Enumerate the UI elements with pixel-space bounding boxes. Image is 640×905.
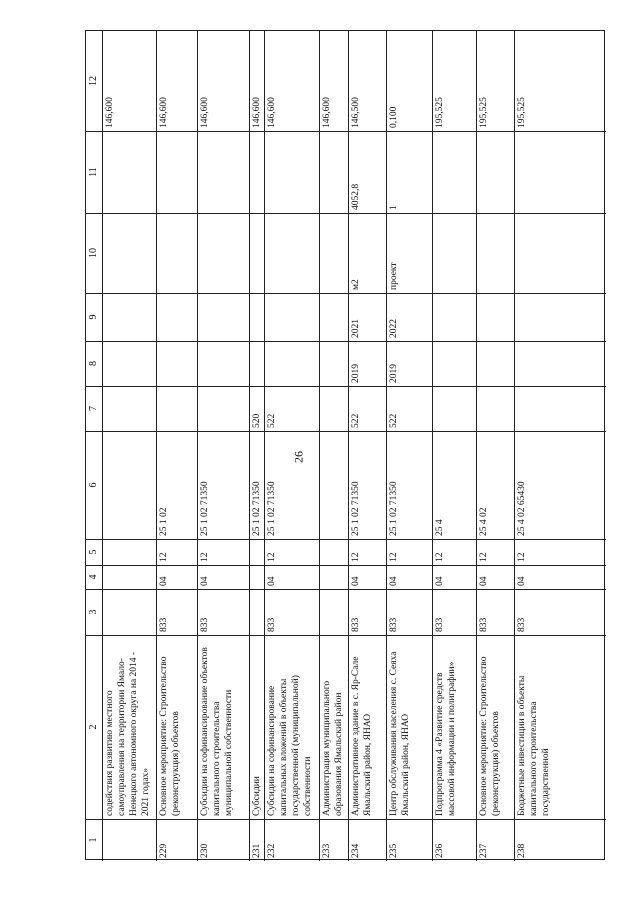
table-cell-c5: 12 xyxy=(389,552,399,562)
table-cell-c7 xyxy=(476,386,514,431)
table-cell-c4: 04 xyxy=(159,576,169,586)
column-header: 5 xyxy=(88,549,99,555)
table-cell-c8 xyxy=(156,341,197,386)
table-cell-num: 231 xyxy=(252,843,262,858)
table-cell-c11 xyxy=(102,131,156,213)
column-header: 4 xyxy=(88,574,99,580)
column-header: 11 xyxy=(88,167,99,177)
table-cell-c10 xyxy=(197,213,249,293)
table-cell-c11: 1 xyxy=(389,205,399,210)
table-cell-c11 xyxy=(514,131,606,213)
table-cell-c7 xyxy=(102,386,156,431)
table-cell-c12: 146,600 xyxy=(267,97,277,128)
table-cell-num: 235 xyxy=(389,843,399,858)
table-cell-name: Подпрограмма 4 «Развитие средств массовой информации и полиграфии» xyxy=(435,661,457,816)
table-cell-c8 xyxy=(432,341,476,386)
column-header: 8 xyxy=(88,361,99,366)
table-cell-name: Основное мероприятие: Строительство (реконструкция) объектов xyxy=(479,656,501,816)
table-cell-c7: 522 xyxy=(351,413,361,428)
column-header: 2 xyxy=(88,724,99,730)
table-cell-c5: 12 xyxy=(200,552,210,562)
table-cell-c9 xyxy=(264,293,319,341)
table-cell-c4: 04 xyxy=(200,576,210,586)
table-cell-name: Бюджетные инвестиции в объекты капитального строительства государственной xyxy=(517,675,551,816)
table-cell-c12: 146,500 xyxy=(351,97,361,128)
table-cell-c4 xyxy=(249,565,264,589)
table-cell-c12: 146,600 xyxy=(252,97,262,128)
table-cell-c5: 12 xyxy=(267,552,277,562)
table-cell-c10 xyxy=(249,213,264,293)
table-cell-name: Центр обслуживания населения с. Сеяха Ямальский район, ЯНАО xyxy=(389,651,411,816)
table-cell-c3: 833 xyxy=(159,617,169,632)
table-cell-num: 236 xyxy=(435,843,445,858)
column-header: 12 xyxy=(88,76,99,86)
table-cell-c8 xyxy=(319,341,348,386)
table-cell-c3 xyxy=(249,589,264,635)
table-cell-c12: 0,100 xyxy=(389,106,399,128)
table-cell-c9 xyxy=(514,293,606,341)
table-cell-num: 234 xyxy=(351,843,361,858)
table-cell-c10 xyxy=(432,213,476,293)
table-cell-c3: 833 xyxy=(267,617,277,632)
table-cell-c3: 833 xyxy=(479,617,489,632)
table-cell-c4: 04 xyxy=(267,576,277,586)
table-cell-name: Субсидии xyxy=(252,776,262,816)
table-cell-c9 xyxy=(102,293,156,341)
table-cell-c10 xyxy=(319,213,348,293)
table-cell-c4: 04 xyxy=(435,576,445,586)
table-cell-c9 xyxy=(249,293,264,341)
table-cell-c4: 04 xyxy=(389,576,399,586)
table-cell-c8 xyxy=(264,341,319,386)
table-cell-num: 230 xyxy=(200,843,210,858)
table-cell-c12: 146,600 xyxy=(200,97,210,128)
table-cell-c8 xyxy=(102,341,156,386)
table-cell-c5: 12 xyxy=(159,552,169,562)
table-cell-c8: 2019 xyxy=(389,364,399,383)
table-cell-c10 xyxy=(156,213,197,293)
table-cell-c5 xyxy=(102,539,156,565)
table-cell-c6: 25 4 xyxy=(435,519,445,536)
table-cell-num: 233 xyxy=(322,843,332,858)
table-cell-c6: 25 1 02 71350 xyxy=(252,481,262,536)
table-cell-c3: 833 xyxy=(351,617,361,632)
table-cell-c3: 833 xyxy=(517,617,527,632)
table-cell-c6: 25 1 02 71350 xyxy=(351,481,361,536)
table-cell-c12: 146,600 xyxy=(322,97,332,128)
table-cell-c9 xyxy=(197,293,249,341)
table-cell-num: 238 xyxy=(517,843,527,858)
table-cell-c10 xyxy=(476,213,514,293)
table-cell-c9: 2021 xyxy=(351,319,361,338)
table-cell-c6: 25 4 02 65430 xyxy=(517,481,527,536)
column-header: 1 xyxy=(88,837,99,843)
table-cell-c7: 522 xyxy=(389,413,399,428)
table-cell-name: Основное мероприятие: Строительство (реконструкция) объектов xyxy=(159,656,181,816)
table-cell-c9 xyxy=(432,293,476,341)
table-cell-c10: м2 xyxy=(351,279,361,290)
table-cell-c6: 25 1 02 71350 xyxy=(267,481,277,536)
table-cell-c7: 522 xyxy=(267,413,277,428)
table-cell-c10: проект xyxy=(389,262,399,290)
table-cell-c8 xyxy=(197,341,249,386)
table-cell-num: 229 xyxy=(159,843,169,858)
table-cell-c11 xyxy=(476,131,514,213)
table-cell-c3 xyxy=(102,589,156,635)
table-cell-c7 xyxy=(514,386,606,431)
column-header: 9 xyxy=(88,314,99,320)
table-cell-c5: 12 xyxy=(517,552,527,562)
table-cell-c8 xyxy=(476,341,514,386)
column-header: 10 xyxy=(88,248,99,258)
table-cell-num xyxy=(102,819,156,861)
table-cell-c12: 195,525 xyxy=(479,97,489,128)
table-cell-c10 xyxy=(102,213,156,293)
table-cell-c5: 12 xyxy=(479,552,489,562)
table-cell-c6: 25 4 02 xyxy=(479,507,489,536)
table-cell-c4 xyxy=(102,565,156,589)
table-cell-name: Субсидии на софинансирование объектов капитального строительства муниципальной собственности xyxy=(200,647,234,816)
table-cell-c8: 2019 xyxy=(351,364,361,383)
table-cell-num: 237 xyxy=(479,843,489,858)
table-cell-c5 xyxy=(319,539,348,565)
page-number: 26 xyxy=(291,451,306,463)
column-header: 3 xyxy=(88,609,99,615)
budget-table xyxy=(85,30,605,860)
table-cell-c11 xyxy=(156,131,197,213)
table-cell-c6 xyxy=(319,431,348,539)
table-cell-name: содействия развитию местного самоуправления на территории Ямало-Ненецкого автономного округа на 2014 - 2021 годах» xyxy=(105,651,151,816)
table-cell-c12: 146,600 xyxy=(105,97,115,128)
table-cell-c7: 520 xyxy=(252,413,262,428)
table-cell-c6: 25 1 02 71350 xyxy=(200,481,210,536)
table-cell-c8 xyxy=(514,341,606,386)
table-cell-c10 xyxy=(264,213,319,293)
table-cell-name: Административное здание в с. Яр-Сале Ямальский район, ЯНАО xyxy=(351,656,373,816)
table-cell-c7 xyxy=(432,386,476,431)
table-cell-c11 xyxy=(197,131,249,213)
table-cell-c10 xyxy=(514,213,606,293)
table-cell-name: Субсидии на софинансирование капитальных вложений в объекты государственной (муниципальной) собственности xyxy=(267,675,313,816)
table-cell-c11 xyxy=(249,131,264,213)
table-cell-c12: 146,600 xyxy=(159,97,169,128)
table-cell-c5 xyxy=(249,539,264,565)
column-header: 7 xyxy=(88,406,99,411)
table-cell-c6: 25 1 02 xyxy=(159,507,169,536)
table-cell-c4: 04 xyxy=(517,576,527,586)
table-cell-c5: 12 xyxy=(351,552,361,562)
table-cell-c5: 12 xyxy=(435,552,445,562)
table-cell-c11 xyxy=(264,131,319,213)
table-cell-c3: 833 xyxy=(389,617,399,632)
table-cell-c8 xyxy=(249,341,264,386)
table-cell-c3 xyxy=(319,589,348,635)
table-cell-c4: 04 xyxy=(479,576,489,586)
table-cell-c11: 4052,8 xyxy=(351,183,361,210)
table-cell-c7 xyxy=(156,386,197,431)
table-cell-c3: 833 xyxy=(435,617,445,632)
table-cell-c7 xyxy=(319,386,348,431)
table-cell-c3: 833 xyxy=(200,617,210,632)
table-cell-c11 xyxy=(432,131,476,213)
table-cell-c6 xyxy=(102,431,156,539)
table-cell-num: 232 xyxy=(267,843,277,858)
table-cell-c4 xyxy=(319,565,348,589)
table-cell-name: Администрация муниципального образования Ямальский район xyxy=(322,680,344,816)
table-cell-c9 xyxy=(156,293,197,341)
table-cell-c12: 195,525 xyxy=(435,97,445,128)
table-cell-c12: 195,525 xyxy=(517,97,527,128)
table-cell-c9 xyxy=(319,293,348,341)
table-cell-c7 xyxy=(197,386,249,431)
table-cell-c4: 04 xyxy=(351,576,361,586)
table-cell-c11 xyxy=(319,131,348,213)
column-header: 6 xyxy=(88,482,99,488)
table-cell-c6: 25 1 02 71350 xyxy=(389,481,399,536)
table-cell-c9 xyxy=(476,293,514,341)
table-cell-c9: 2022 xyxy=(389,319,399,338)
